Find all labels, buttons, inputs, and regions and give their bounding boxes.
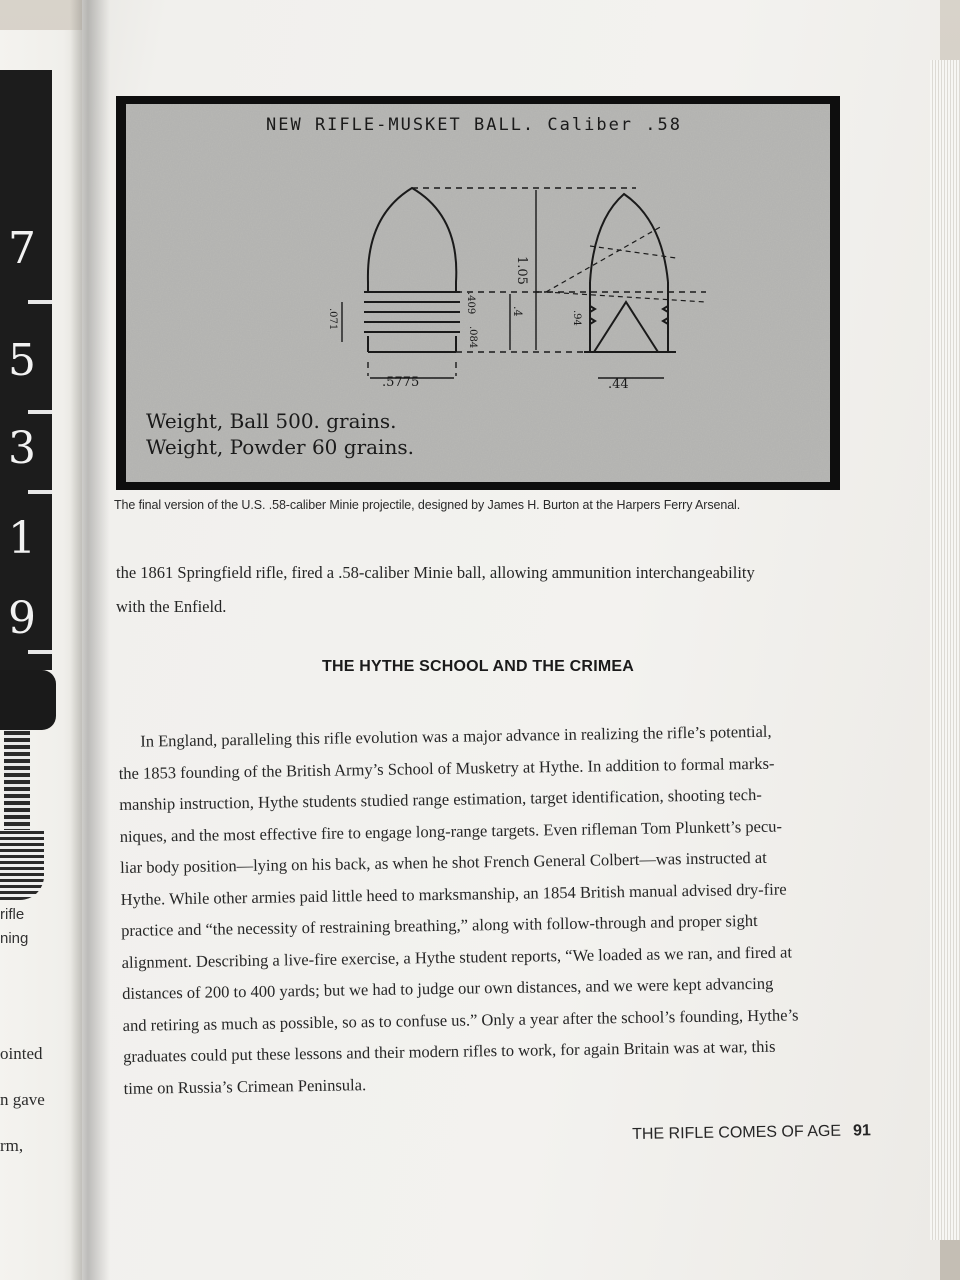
cavity-depth-label: .94 <box>571 310 582 326</box>
groove-label: .071 <box>327 308 338 331</box>
text-line: with the Enfield. <box>116 597 227 616</box>
total-length-label: 1.05 <box>514 256 529 285</box>
text-line: the 1853 founding of the British Army’s School of Musketry at Hythe. In addition to formal marks- <box>118 753 775 783</box>
groove-label: .409 <box>465 292 476 315</box>
groove-label: .084 <box>467 326 478 349</box>
text-line: alignment. Describing a live-fire exercise, a Hythe student reports, “We loaded as we ran, and fired at <box>121 941 793 972</box>
gutter-shadow <box>70 0 110 1280</box>
scope-turret-image <box>0 70 52 670</box>
text-line: In England, paralleling this rifle evolution was a major advance in realizing the rifle’s potential, <box>140 721 772 751</box>
body-length-label: .4 <box>511 306 524 317</box>
text-line: Hythe. While other armies paid little heed to marksmanship, an 1854 British manual advised dry-fire <box>120 879 787 909</box>
powder-weight-note: Weight, Powder 60 grains. <box>146 435 414 459</box>
text-line: niques, and the most effective fire to engage long-range targets. Even rifleman Tom Plunkett’s pecu- <box>119 816 783 846</box>
diameter-label: .5775 <box>382 375 420 390</box>
turret-digit: 3 <box>8 423 36 474</box>
section-heading: THE HYTHE SCHOOL AND THE CRIMEA <box>322 658 634 675</box>
drawing-title: NEW RIFLE-MUSKET BALL. Caliber .58 <box>266 115 682 135</box>
turret-digit: 5 <box>8 335 36 386</box>
figure-caption: The final version of the U.S. .58-caliber Minie projectile, designed by James H. Burton at the Harpers Ferry Arsenal. <box>114 498 741 512</box>
turret-digit: 1 <box>8 513 36 564</box>
turret-digit: 7 <box>8 223 36 274</box>
left-page-text-fragment: ointed <box>0 1044 43 1063</box>
main-paragraph <box>118 714 884 1104</box>
text-line: distances of 200 to 400 yards; but we had to judge our own distances, and we were kept advancing <box>122 973 774 1003</box>
text-line: manship instruction, Hythe students studied range estimation, target identification, shooting tech- <box>119 784 762 814</box>
turret-digit: 9 <box>8 593 36 644</box>
text-line: the 1861 Springfield rifle, fired a .58-caliber Minie ball, allowing ammunition interchangeability <box>116 563 755 582</box>
left-page-text-fragment: n gave <box>0 1090 45 1109</box>
turret-tick <box>28 490 52 494</box>
page-number: 91 <box>852 1122 871 1140</box>
scope-knob-image <box>4 730 30 840</box>
scope-foot-image <box>0 830 44 900</box>
turret-tick <box>28 300 52 304</box>
text-line: graduates could put these lessons and their modern rifles to work, for again Britain was at war, this <box>123 1036 776 1066</box>
turret-tick <box>28 410 52 414</box>
page-footer <box>632 1122 871 1144</box>
running-head: THE RIFLE COMES OF AGE <box>632 1122 842 1143</box>
left-page-text-fragment: rifle <box>0 906 25 923</box>
page-stack-edge <box>930 60 960 1240</box>
book-page <box>82 0 940 1280</box>
minie-ball-diagram-figure <box>116 96 840 490</box>
text-line: time on Russia’s Crimean Peninsula. <box>123 1074 367 1098</box>
minie-ball-drawing <box>116 96 840 490</box>
cone-width-label: .44 <box>608 377 629 392</box>
left-page-text-fragment: ning <box>0 930 29 947</box>
ball-weight-note: Weight, Ball 500. grains. <box>146 409 397 433</box>
left-page-text-fragment: rm, <box>0 1136 24 1155</box>
turret-tick <box>28 650 52 654</box>
text-line: and retiring as much as possible, so as to confuse us.” Only a year after the school’s founding, Hythe’s <box>122 1004 799 1035</box>
intro-paragraph <box>116 556 866 624</box>
text-line: liar body position—lying on his back, as when he shot French General Colbert—was instructed at <box>120 847 767 877</box>
scope-body-image <box>0 670 56 730</box>
text-line: practice and “the necessity of restraining breathing,” along with follow-through and proper sight <box>121 910 758 940</box>
